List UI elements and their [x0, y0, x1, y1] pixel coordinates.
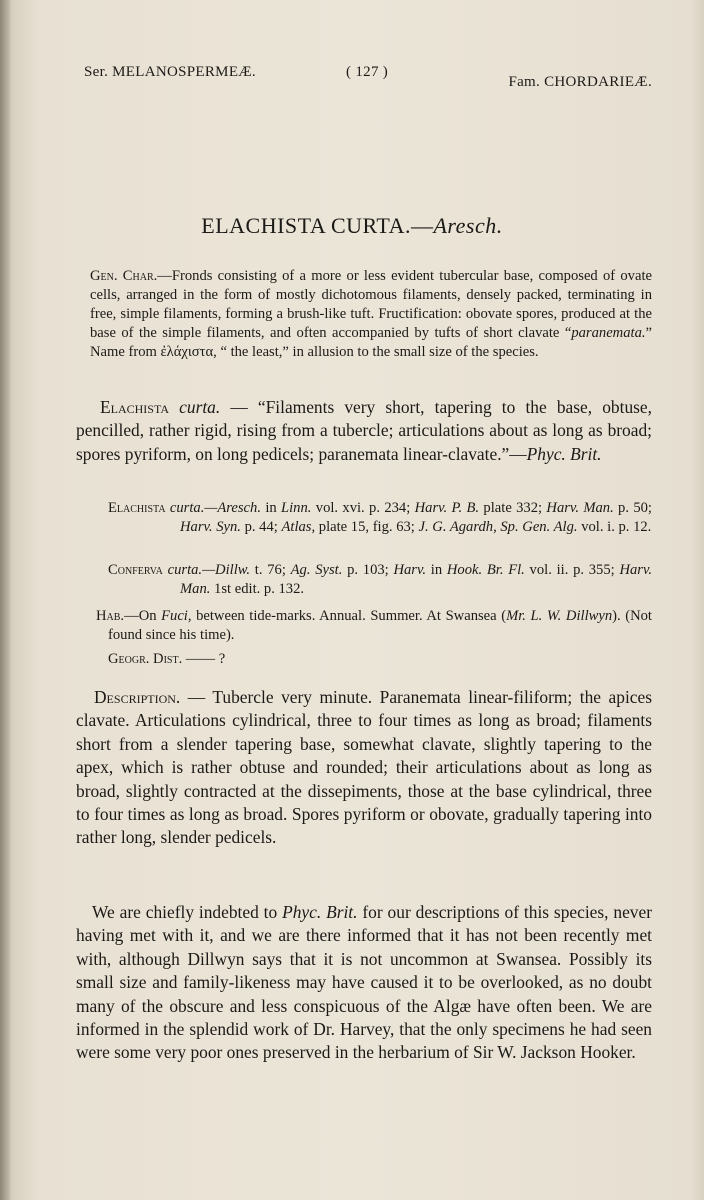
- syn1-t3: p. 50;: [613, 500, 652, 516]
- syn1-t5: plate 15, fig. 63;: [315, 519, 419, 535]
- syn1-t1: vol. xvi. p. 234;: [311, 500, 415, 516]
- gen-char-text-a: —Fronds consisting of a more or less evident tubercular base, composed of ovate cells, arranged in the form of mostly dichotomous filaments, densely packed, terminating in free, simple filaments, forming a brush-like tuft. Fructification: obovate spores, produced at the base of the simple filaments, and often accompanied by tufts of short clavate “: [90, 268, 652, 341]
- gen-char-label: Gen. Char.: [90, 268, 158, 284]
- syn1-linn: Linn.: [281, 500, 312, 516]
- syn2-t1: t. 76;: [250, 562, 291, 578]
- species-author: Aresch.: [433, 213, 503, 238]
- synonymy-elachista: [108, 499, 652, 537]
- hab-t1: —On: [124, 608, 162, 624]
- syn2-species: curta.: [167, 562, 203, 578]
- syn1-species: curta.: [169, 500, 205, 516]
- paranemata-term: paranemata.: [571, 325, 646, 341]
- gen-char-text-b: ” Name from ἐλάχιστα, “ the least,” in allusion to the small size of the species.: [90, 325, 652, 360]
- hab-label: Hab.: [96, 608, 125, 624]
- generic-character-paragraph: [90, 267, 652, 362]
- hab-t3: ). (Not found since his time).: [108, 608, 652, 643]
- description-label: Description.: [94, 687, 181, 707]
- syn2-ag-syst: Ag. Syst.: [290, 562, 343, 578]
- intro-source: Phyc. Brit.: [526, 443, 602, 464]
- intro-genus: Elachista: [100, 397, 169, 417]
- syn2-author: —Dillw.: [202, 562, 251, 578]
- remarks-t2: for our descriptions of this species, never having met with it, and we are there informed that it has not been recently met with, although Dillwyn says that it is not uncommon at Swansea. Possibly its small size and family-likeness may have caused it to be overlooked, as no doubt many of the obscure and less conspicuous of the Algæ have often been. We are informed in the splendid work of Dr. Harvey, that the only specimens he had seen were some very poor ones preserved in the herbarium of Sir W. Jackson Hooker.: [76, 902, 653, 1063]
- intro-text: — “Filaments very short, tapering to the base, obtuse, pencilled, rather rigid, rising from a tubercle; articulations about as long as broad; spores pyriform, on long pedicels; paranemata linear-clavate.”—: [76, 397, 652, 464]
- hab-person: Mr. L. W. Dillwyn: [506, 608, 613, 624]
- page-number: ( 127 ): [346, 64, 389, 80]
- description-paragraph: [76, 686, 652, 850]
- syn1-atlas: Atlas,: [281, 519, 316, 535]
- remarks-t1: We are chiefly indebted to: [92, 902, 283, 922]
- syn2-t5: 1st edit. p. 132.: [210, 581, 305, 597]
- syn2-t4: vol. ii. p. 355;: [524, 562, 620, 578]
- syn1-agardh: J. G. Agardh, Sp. Gen. Alg.: [418, 519, 578, 535]
- syn1-t6: vol. i. p. 12.: [577, 519, 652, 535]
- syn1-harv-man: Harv. Man.: [546, 500, 614, 516]
- syn2-t3: in: [426, 562, 447, 578]
- syn1-harv-syn: Harv. Syn.: [180, 519, 241, 535]
- syn2-harv-man: Harv. Man.: [180, 562, 652, 597]
- habitat-paragraph: [96, 607, 652, 645]
- description-text: — Tubercle very minute. Paranemata linear-filiform; the apices clavate. Articulations cylindrical, three to four times as long as broad; filaments short from a slender tapering base, somewhat clavate, slightly tapering to the apex, which is rather obtuse and rounded; their articulations about as long as broad, slightly contracted at the dissepiments, those at the base cylindrical, three to four times as long as broad. Spores pyriform or obovate, gradually tapering into rather long, slender pedicels.: [76, 687, 652, 848]
- syn2-genus: Conferva: [108, 562, 163, 578]
- syn1-t4: p. 44;: [240, 519, 282, 535]
- page-gutter-shadow: [0, 0, 10, 1200]
- running-head: [84, 64, 652, 90]
- running-head-series: Ser. MELANOSPERMEÆ.: [84, 64, 256, 80]
- hab-t2: between tide-marks. Annual. Summer. At Swansea (: [191, 608, 507, 624]
- synonymy-conferva: [108, 561, 652, 599]
- running-head-family: Fam. CHORDARIEÆ.: [508, 74, 652, 90]
- remarks-phyc-brit: Phyc. Brit.: [282, 902, 358, 922]
- species-title: [0, 213, 704, 239]
- geographic-distribution: [108, 650, 652, 669]
- syn1-harv-pb: Harv. P. B.: [414, 500, 480, 516]
- syn2-harv: Harv.: [393, 562, 427, 578]
- species-name: ELACHISTA CURTA.—: [201, 213, 434, 238]
- syn2-hook: Hook. Br. Fl.: [446, 562, 525, 578]
- species-diagnosis: [76, 396, 652, 466]
- syn1-genus: Elachista: [108, 500, 166, 516]
- syn2-t2: p. 103;: [342, 562, 394, 578]
- geogr-label: Geogr. Dist.: [108, 651, 183, 667]
- syn1-in: in: [260, 500, 282, 516]
- remarks-paragraph: [76, 901, 652, 1065]
- syn1-t2: plate 332;: [479, 500, 547, 516]
- geogr-text: —— ?: [182, 651, 226, 667]
- syn1-author: —Aresch.: [204, 500, 261, 516]
- intro-species: curta.: [179, 397, 221, 417]
- hab-fuci: Fuci,: [161, 608, 192, 624]
